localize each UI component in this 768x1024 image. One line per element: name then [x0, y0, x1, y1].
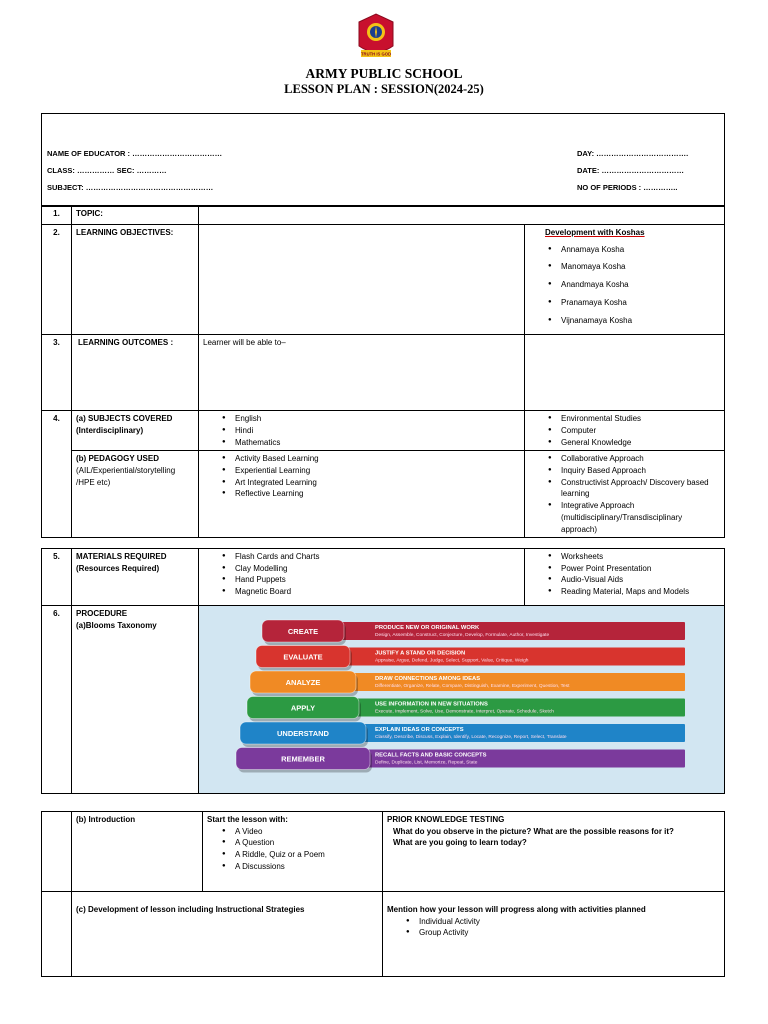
blooms-level-description: Execute, Implement, Solve, Use, Demonstrate, Interpret, Operate, Schedule, Sketch	[375, 709, 554, 715]
pedagogy-label: (b) PEDAGOGY USED (AIL/Experiential/storytelling /HPE etc)	[72, 451, 199, 538]
lesson-plan-title: LESSON PLAN : SESSION(2024-25)	[284, 82, 484, 96]
svg-text:TRUTH IS GOD: TRUTH IS GOD	[360, 51, 392, 57]
list-item: ● Mathematics	[219, 437, 520, 449]
blooms-layer-analyze	[250, 671, 685, 696]
lesson-plan-table-middle	[41, 548, 725, 794]
intro-list	[219, 826, 378, 873]
blooms-level-title: PRODUCE NEW OR ORIGINAL WORK	[375, 625, 480, 631]
table-row	[42, 451, 725, 538]
blooms-level-description: Differentiate, Organize, Relate, Compare, Distinguish, Examine, Experiment, Question, Test	[375, 684, 570, 689]
blooms-level-title: RECALL FACTS AND BASIC CONCEPTS	[375, 752, 487, 759]
table-row	[42, 812, 725, 892]
blooms-level-label: EVALUATE	[283, 652, 323, 662]
blooms-level-description: Classify, Describe, Discuss, Explain, Identify, Locate, Recognize, Report, Select, Translate	[375, 735, 567, 740]
list-item: ● Power Point Presentation	[545, 563, 720, 575]
materials-label: MATERIALS REQUIRED (Resources Required)	[72, 549, 199, 606]
pedagogy-left-list	[219, 453, 520, 500]
list-item: ● Worksheets	[545, 551, 720, 563]
blooms-taxonomy-cell	[199, 606, 725, 794]
table-row	[42, 411, 725, 451]
table-row	[42, 606, 725, 794]
periods-field: NO OF PERIODS : …………..	[577, 183, 678, 192]
blooms-level-label: REMEMBER	[281, 754, 325, 764]
pedagogy-right-list	[545, 453, 720, 535]
row-number	[42, 812, 72, 892]
day-field: DAY: ……………………………….	[577, 149, 689, 158]
educator-info-box	[41, 113, 725, 207]
materials-left-list	[219, 551, 520, 598]
list-item: ● Anandmaya Kosha	[545, 279, 720, 291]
development-list	[403, 916, 720, 939]
blooms-level-title: DRAW CONNECTIONS AMONG IDEAS	[375, 676, 481, 682]
row-number: 1.	[42, 206, 72, 225]
row-number	[42, 892, 72, 977]
list-item: ● A Discussions	[219, 861, 378, 873]
blooms-layer-understand	[240, 722, 685, 747]
list-item: ● English	[219, 413, 520, 425]
list-item: ● Reflective Learning	[219, 488, 520, 500]
blooms-level-label: UNDERSTAND	[277, 729, 329, 738]
intro-start-text: Start the lesson with:	[207, 815, 288, 824]
development-cell	[383, 892, 725, 977]
koshas-list	[545, 244, 720, 327]
prior-question-2: What are you going to learn today?	[393, 838, 527, 848]
list-item: ● Environmental Studies	[545, 413, 720, 425]
list-item: ● Pranamaya Kosha	[545, 297, 720, 309]
list-item: ● Computer	[545, 425, 720, 437]
blooms-taxonomy-graphic	[199, 606, 723, 789]
pedagogy-right-cell	[525, 451, 725, 538]
table-row	[42, 549, 725, 606]
blooms-level-title: USE INFORMATION IN NEW SITUATIONS	[375, 701, 488, 708]
list-item: ● Individual Activity	[403, 916, 720, 928]
list-item: ● Reading Material, Maps and Models	[545, 586, 720, 598]
lesson-plan-table-lower	[41, 811, 725, 977]
class-sec-field: CLASS: …………… SEC: …………	[47, 166, 167, 175]
blooms-level-label: ANALYZE	[285, 678, 321, 687]
blooms-level-title: EXPLAIN IDEAS OR CONCEPTS	[375, 727, 464, 733]
materials-right-cell	[525, 549, 725, 606]
materials-left-cell	[199, 549, 525, 606]
blooms-level-label: CREATE	[287, 627, 319, 636]
table-row	[42, 225, 725, 335]
pedagogy-left-cell	[199, 451, 525, 538]
subjects-right-cell	[525, 411, 725, 451]
subjects-left-list	[219, 413, 520, 448]
blooms-level-description: Appraise, Argue, Defend, Judge, Select, Support, Value, Critique, Weigh	[375, 658, 529, 664]
koshas-title: Development with Koshas	[545, 228, 645, 237]
list-item: ● A Riddle, Quiz or a Poem	[219, 849, 378, 861]
learning-outcomes-text: Learner will be able to–	[199, 335, 525, 411]
row-number: 3.	[42, 335, 72, 411]
list-item: ● Manomaya Kosha	[545, 261, 720, 273]
development-text: Mention how your lesson will progress along with activities planned	[387, 905, 646, 914]
list-item: ● Flash Cards and Charts	[219, 551, 520, 563]
learning-objectives-cell	[199, 225, 525, 335]
blooms-layer-create	[262, 620, 685, 645]
prior-knowledge-title: PRIOR KNOWLEDGE TESTING	[387, 815, 505, 824]
row-number: 4.	[42, 411, 72, 538]
lesson-plan-table-upper	[41, 205, 725, 538]
list-item: ● Constructivist Approach/ Discovery based learning	[545, 477, 720, 500]
list-item: ● A Video	[219, 826, 378, 838]
prior-knowledge-cell	[383, 812, 725, 892]
list-item: ● Art Integrated Learning	[219, 477, 520, 489]
list-item: ● Inquiry Based Approach	[545, 465, 720, 477]
learning-objectives-label: LEARNING OBJECTIVES:	[72, 225, 199, 335]
list-item: ● Group Activity	[403, 927, 720, 939]
development-label: (c) Development of lesson including Instructional Strategies	[72, 892, 383, 977]
list-item: ● Clay Modelling	[219, 563, 520, 575]
row-number: 5.	[42, 549, 72, 606]
table-row	[42, 206, 725, 225]
subjects-right-list	[545, 413, 720, 448]
list-item: ● Magnetic Board	[219, 586, 520, 598]
date-field: DATE: ……………………………	[577, 166, 684, 175]
learning-outcomes-label: LEARNING OUTCOMES :	[72, 335, 199, 411]
list-item: ● Activity Based Learning	[219, 453, 520, 465]
list-item: ● Audio-Visual Aids	[545, 574, 720, 586]
blooms-layer-remember	[236, 748, 685, 773]
school-name: ARMY PUBLIC SCHOOL	[305, 66, 463, 81]
subjects-left-cell	[199, 411, 525, 451]
introduction-label: (b) Introduction	[72, 812, 203, 892]
list-item: ● Hand Puppets	[219, 574, 520, 586]
subjects-covered-label: (a) SUBJECTS COVERED (Interdisciplinary)	[72, 411, 199, 451]
subject-field: SUBJECT: ……………………………………………	[47, 183, 214, 192]
blooms-level-title: JUSTIFY A STAND OR DECISION	[375, 650, 466, 657]
topic-cell	[199, 206, 725, 225]
row-number: 6.	[42, 606, 72, 794]
blooms-layer-apply	[247, 697, 685, 722]
materials-right-list	[545, 551, 720, 598]
table-row	[42, 335, 725, 411]
blooms-level-label: APPLY	[290, 703, 316, 713]
list-item: ● Vijnanamaya Kosha	[545, 315, 720, 327]
list-item: ● Integrative Approach (multidisciplinary/Transdisciplinary approach)	[545, 500, 720, 535]
list-item: ● Hindi	[219, 425, 520, 437]
educator-field: NAME OF EDUCATOR : ………………………………	[47, 149, 223, 158]
school-logo	[355, 12, 397, 62]
koshas-cell	[525, 225, 725, 335]
blooms-level-description: Design, Assemble, Construct, Conjecture, Develop, Formulate, Author, Investigate	[375, 633, 550, 638]
blooms-level-description: Define, Duplicate, List, Memorize, Repeat, State	[375, 760, 478, 766]
introduction-cell	[203, 812, 383, 892]
topic-label: TOPIC:	[72, 206, 199, 225]
list-item: ● General Knowledge	[545, 437, 720, 449]
row-number: 2.	[42, 225, 72, 335]
list-item: ● Annamaya Kosha	[545, 244, 720, 256]
list-item: ● Collaborative Approach	[545, 453, 720, 465]
prior-question-1: What do you observe in the picture? What are the possible reasons for it?	[393, 826, 674, 836]
table-row	[42, 892, 725, 977]
blooms-layer-evaluate	[256, 646, 685, 671]
list-item: ● A Question	[219, 837, 378, 849]
list-item: ● Experiential Learning	[219, 465, 520, 477]
learning-outcomes-extra	[525, 335, 725, 411]
procedure-label: PROCEDURE (a)Blooms Taxonomy	[72, 606, 199, 794]
